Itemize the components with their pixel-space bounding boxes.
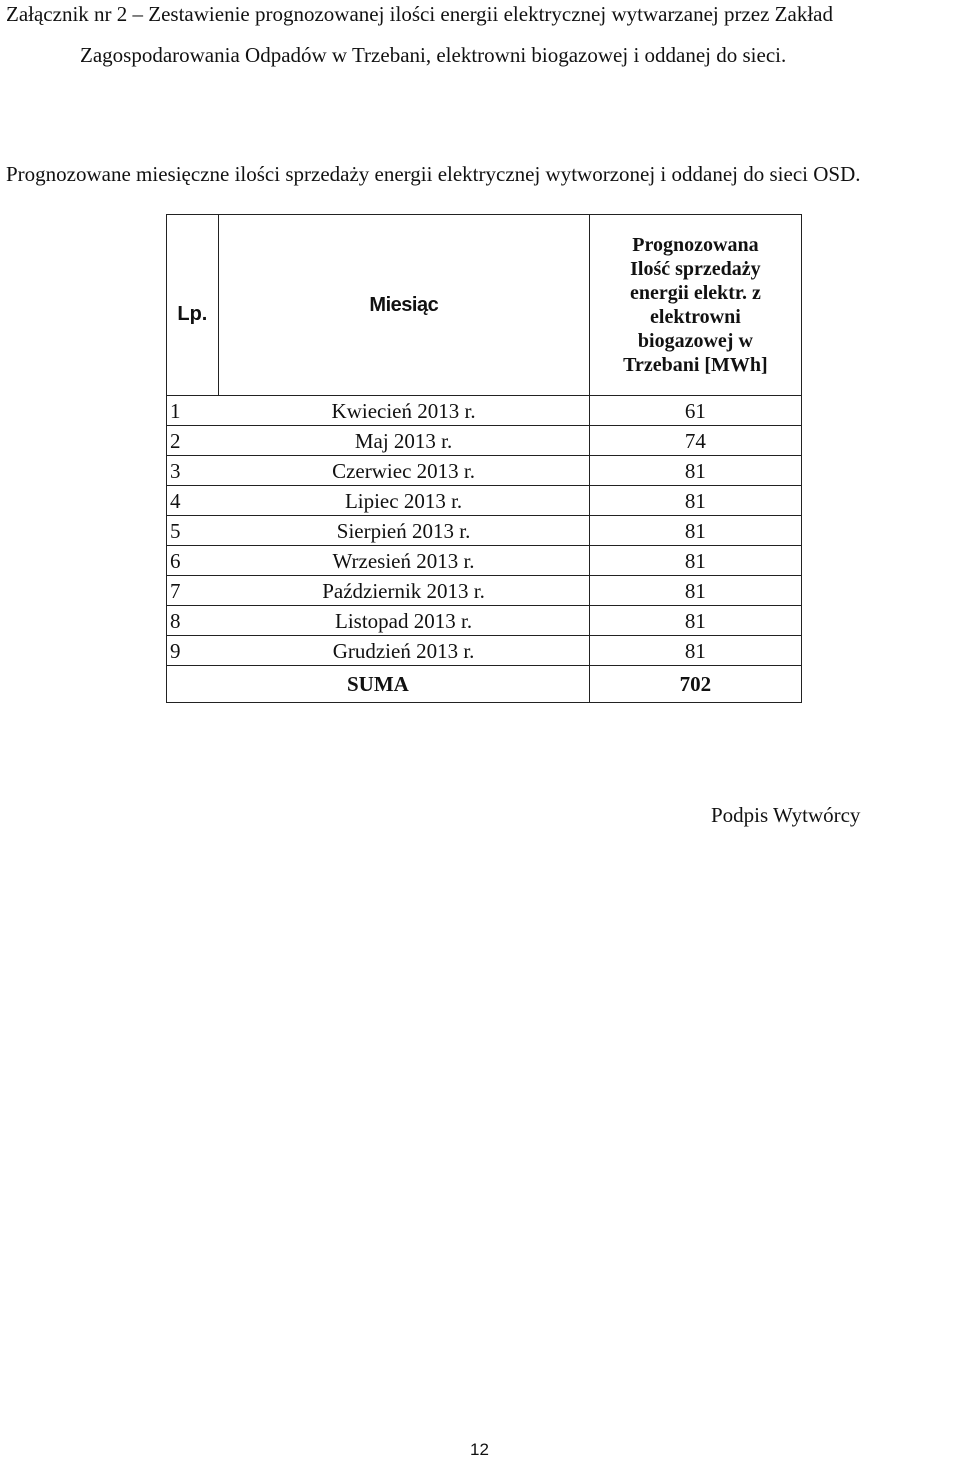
header-value xyxy=(589,215,801,396)
table-caption: Prognozowane miesięczne ilości sprzedaży energii elektrycznej wytworzonej i oddanej do sieci OSD. xyxy=(6,162,861,186)
sum-value: 702 xyxy=(589,666,801,703)
table-row xyxy=(167,426,802,456)
document-title-line-2: Zagospodarowania Odpadów w Trzebani, elektrowni biogazowej i oddanej do sieci. xyxy=(80,43,787,67)
table-row xyxy=(167,456,802,486)
table-row xyxy=(167,546,802,576)
row-lp: 1 xyxy=(167,396,219,426)
table-row xyxy=(167,516,802,546)
table-row xyxy=(167,576,802,606)
row-lp: 6 xyxy=(167,546,219,576)
row-lp: 3 xyxy=(167,456,219,486)
row-value: 81 xyxy=(589,546,801,576)
row-value: 81 xyxy=(589,606,801,636)
row-month: Kwiecień 2013 r. xyxy=(218,396,589,426)
row-value: 81 xyxy=(589,456,801,486)
sum-row xyxy=(167,666,802,703)
sum-label: SUMA xyxy=(167,666,590,703)
table-row xyxy=(167,486,802,516)
table-header-row xyxy=(167,215,802,396)
header-value-line: Trzebani [MWh] xyxy=(623,354,768,376)
table-body xyxy=(167,396,802,703)
header-lp: Lp. xyxy=(167,215,219,396)
row-month: Październik 2013 r. xyxy=(218,576,589,606)
header-value-line: elektrowni xyxy=(650,306,741,328)
row-month: Grudzień 2013 r. xyxy=(218,636,589,666)
page-number: 12 xyxy=(470,1440,489,1459)
row-lp: 8 xyxy=(167,606,219,636)
row-value: 81 xyxy=(589,636,801,666)
row-month: Czerwiec 2013 r. xyxy=(218,456,589,486)
forecast-table xyxy=(166,214,802,703)
header-value-line: energii elektr. z xyxy=(629,282,761,304)
row-value: 61 xyxy=(589,396,801,426)
table-row xyxy=(167,606,802,636)
header-value-line: Ilość sprzedaży xyxy=(630,258,761,280)
row-lp: 5 xyxy=(167,516,219,546)
header-value-line: biogazowej w xyxy=(637,330,753,352)
header-month: Miesiąc xyxy=(218,215,589,396)
row-lp: 9 xyxy=(167,636,219,666)
document-title-line-1: Załącznik nr 2 – Zestawienie prognozowanej ilości energii elektrycznej wytwarzanej przez Zakład xyxy=(6,2,833,26)
row-value: 81 xyxy=(589,486,801,516)
row-month: Lipiec 2013 r. xyxy=(218,486,589,516)
row-value: 81 xyxy=(589,516,801,546)
table-row xyxy=(167,396,802,426)
row-month: Wrzesień 2013 r. xyxy=(218,546,589,576)
table-row xyxy=(167,636,802,666)
row-month: Maj 2013 r. xyxy=(218,426,589,456)
row-value: 74 xyxy=(589,426,801,456)
row-month: Sierpień 2013 r. xyxy=(218,516,589,546)
producer-signature-label: Podpis Wytwórcy xyxy=(711,803,861,827)
row-month: Listopad 2013 r. xyxy=(218,606,589,636)
row-lp: 7 xyxy=(167,576,219,606)
row-value: 81 xyxy=(589,576,801,606)
header-value-line: Prognozowana xyxy=(632,234,759,256)
row-lp: 2 xyxy=(167,426,219,456)
row-lp: 4 xyxy=(167,486,219,516)
